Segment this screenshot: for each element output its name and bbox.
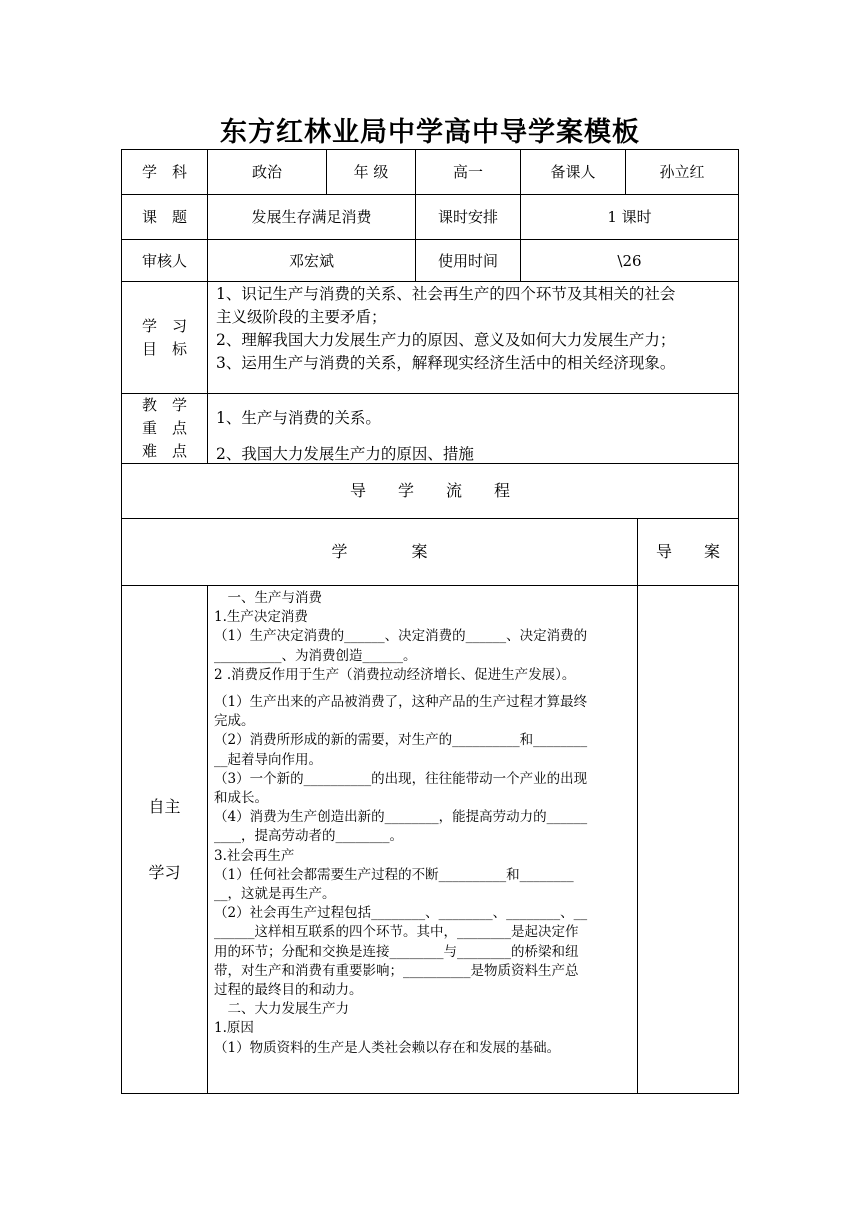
guide-content (638, 586, 738, 1093)
content-line: （4）消费为生产创造出新的________，能提高劳动力的______ (214, 809, 588, 826)
content-line: __起着导向作用。 (214, 751, 322, 768)
page-title: 东方红林业局中学高中导学案模板 (220, 117, 640, 148)
self-study-label (122, 586, 208, 1093)
key-line: 2、我国大力发展生产力的原因、措施 (216, 445, 474, 463)
topic-value: 发展生存满足消费 (208, 195, 416, 240)
keys-label-line: 重 点 (141, 419, 187, 437)
date-label: 使用时间 (416, 240, 521, 282)
lesson-plan-table (121, 149, 739, 1094)
content-line: 过程的最终目的和动力。 (214, 982, 363, 999)
content-line: （2）消费所形成的新的需要，对生产的__________和________ (214, 732, 588, 749)
goal-line: 1、识记生产与消费的关系、社会再生产的四个环节及其相关的社会 (216, 285, 676, 303)
keys-label (122, 394, 208, 464)
content-line: 一、生产与消费 (214, 590, 322, 606)
self-study-content (208, 586, 638, 1093)
content-line: （1）物质资料的生产是人类社会赖以存在和发展的基础。 (214, 1039, 561, 1056)
content-line: （1）任何社会都需要生产过程的不断__________和________ (214, 866, 574, 883)
guide-column-header: 导 案 (638, 519, 738, 586)
reviewer-value: 邓宏斌 (208, 240, 416, 282)
goal-line: 主义级阶段的主要矛盾； (216, 308, 387, 326)
content-line: （2）社会再生产过程包括________、________、________、__ (214, 905, 588, 922)
content-line: 二、大力发展生产力 (214, 1001, 349, 1018)
keys-label-line: 难 点 (141, 442, 187, 460)
reviewer-label: 审核人 (122, 240, 208, 282)
flow-title: 导 学 流 程 (122, 464, 738, 519)
content-line: 2 .消费反作用于生产（消费拉动经济增长、促进生产发展）。 (214, 666, 576, 683)
study-column-header: 学 案 (122, 519, 638, 586)
content-line: 1.原因 (214, 1020, 254, 1037)
content-line: 完成。 (214, 713, 255, 730)
content-line: （3）一个新的__________的出现，往往能带动一个产业的出现 (214, 770, 588, 787)
content-line: （1）生产出来的产品被消费了，这种产品的生产过程才算最终 (214, 694, 588, 711)
preparer-label: 备课人 (521, 150, 626, 195)
goals-content (208, 282, 738, 394)
goals-label-line: 目 标 (141, 339, 187, 358)
grade-label: 年 级 (327, 150, 416, 195)
topic-label: 课 题 (122, 195, 208, 240)
grade-value: 高一 (416, 150, 521, 195)
keys-label-line: 教 学 (141, 396, 187, 414)
content-line: 1.生产决定消费 (214, 609, 308, 626)
content-line: __，这就是再生产。 (214, 886, 336, 903)
goals-label (122, 282, 208, 394)
hours-value: 1 课时 (521, 195, 738, 240)
keys-content (208, 394, 738, 464)
content-line: （1）生产决定消费的______、决定消费的______、决定消费的 (214, 628, 588, 645)
subject-label: 学 科 (122, 150, 208, 195)
content-line: 和成长。 (214, 790, 268, 807)
goals-label-line: 学 习 (141, 316, 187, 335)
goal-line: 2、理解我国大力发展生产力的原因、意义及如何大力发展生产力； (216, 331, 676, 349)
content-line: 3.社会再生产 (214, 847, 295, 864)
self-study-label-line: 学习 (148, 862, 181, 882)
content-line: __________、为消费创造______。 (214, 647, 417, 664)
self-study-label-line: 自主 (148, 796, 181, 816)
paragraph-gap (214, 685, 633, 693)
goal-line: 3、运用生产与消费的关系，解释现实经济生活中的相关经济现象。 (216, 354, 676, 372)
content-line: 用的环节；分配和交换是连接________与________的桥梁和纽 (214, 943, 579, 960)
content-line: 带，对生产和消费有重要影响；__________是物质资料生产总 (214, 962, 579, 979)
content-line: ______这样相互联系的四个环节。其中，________是起决定作 (214, 924, 579, 941)
hours-label: 课时安排 (416, 195, 521, 240)
key-line: 1、生产与消费的关系。 (216, 409, 381, 427)
subject-value: 政治 (208, 150, 327, 195)
preparer-value: 孙立红 (626, 150, 738, 195)
content-line: ____，提高劳动者的________。 (214, 828, 403, 845)
date-value: \26 (521, 240, 738, 282)
